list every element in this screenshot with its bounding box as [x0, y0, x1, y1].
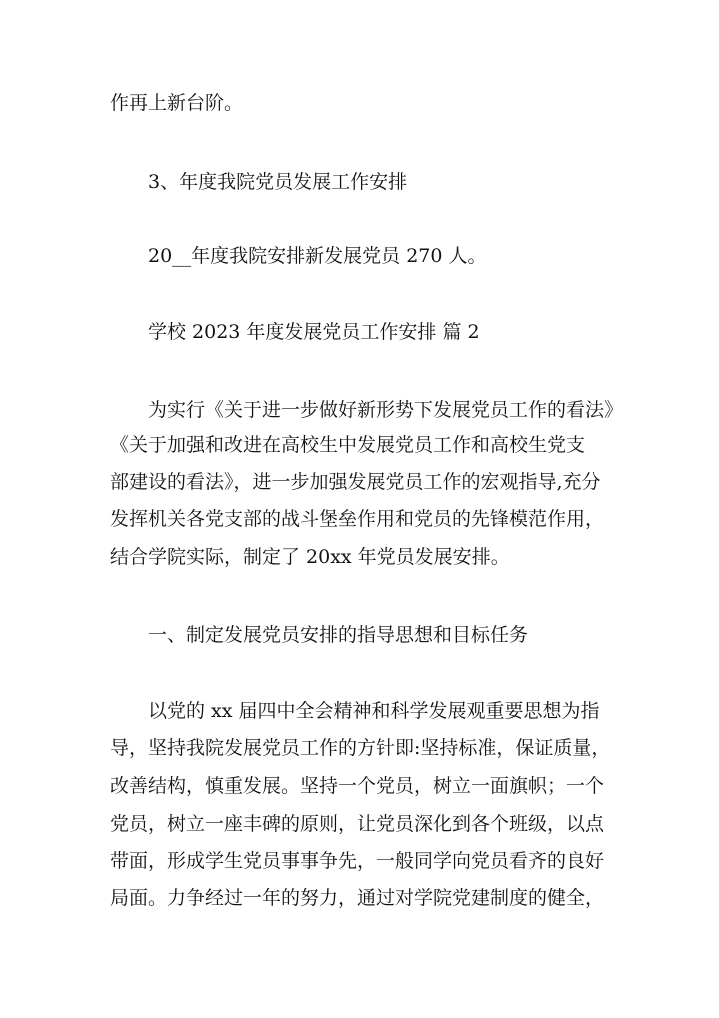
paragraph-plan-count: 20__年度我院安排新发展党员 270 人。 — [148, 245, 487, 267]
paragraph-intro-line-3: 部建设的看法》，进一步加强发展党员工作的宏观指导,充分 — [110, 471, 601, 493]
paragraph-intro-line-2: 《关于加强和改进在高校生中发展党员工作和高校生党支 — [110, 434, 586, 456]
paragraph-guideline-line-4: 党员，树立一座丰碑的原则，让党员深化到各个班级，以点 — [110, 813, 605, 835]
text-line-continuation: 作再上新台阶。 — [110, 92, 244, 114]
paragraph-guideline-line-1: 以党的 xx 届四中全会精神和科学发展观重要思想为指 — [148, 700, 600, 722]
paragraph-intro-line-4: 发挥机关各党支部的战斗堡垒作用和党员的先锋模范作用， — [110, 508, 605, 530]
paragraph-guideline-line-5: 带面，形成学生党员事事争先，一般同学向党员看齐的良好 — [110, 850, 605, 872]
paragraph-guideline-line-3: 改善结构，慎重发展。坚持一个党员，树立一面旗帜；一个 — [110, 775, 605, 797]
paragraph-guideline-line-6: 局面。力争经过一年的努力，通过对学院党建制度的健全， — [110, 887, 605, 909]
paragraph-intro-line-5: 结合学院实际，制定了 20xx 年党员发展安排。 — [110, 546, 510, 568]
paragraph-guideline-line-2: 导，坚持我院发展党员工作的方针即:坚持标准，保证质量， — [110, 737, 611, 759]
paragraph-intro-line-1: 为实行《关于进一步做好新形势下发展党员工作的看法》 — [148, 399, 624, 421]
section-heading-1: 一、制定发展党员安排的指导思想和目标任务 — [148, 624, 529, 646]
document-title-part2: 学校 2023 年度发展党员工作安排 篇 2 — [148, 321, 480, 343]
section-heading-3: 3、年度我院党员发展工作安排 — [148, 171, 408, 193]
